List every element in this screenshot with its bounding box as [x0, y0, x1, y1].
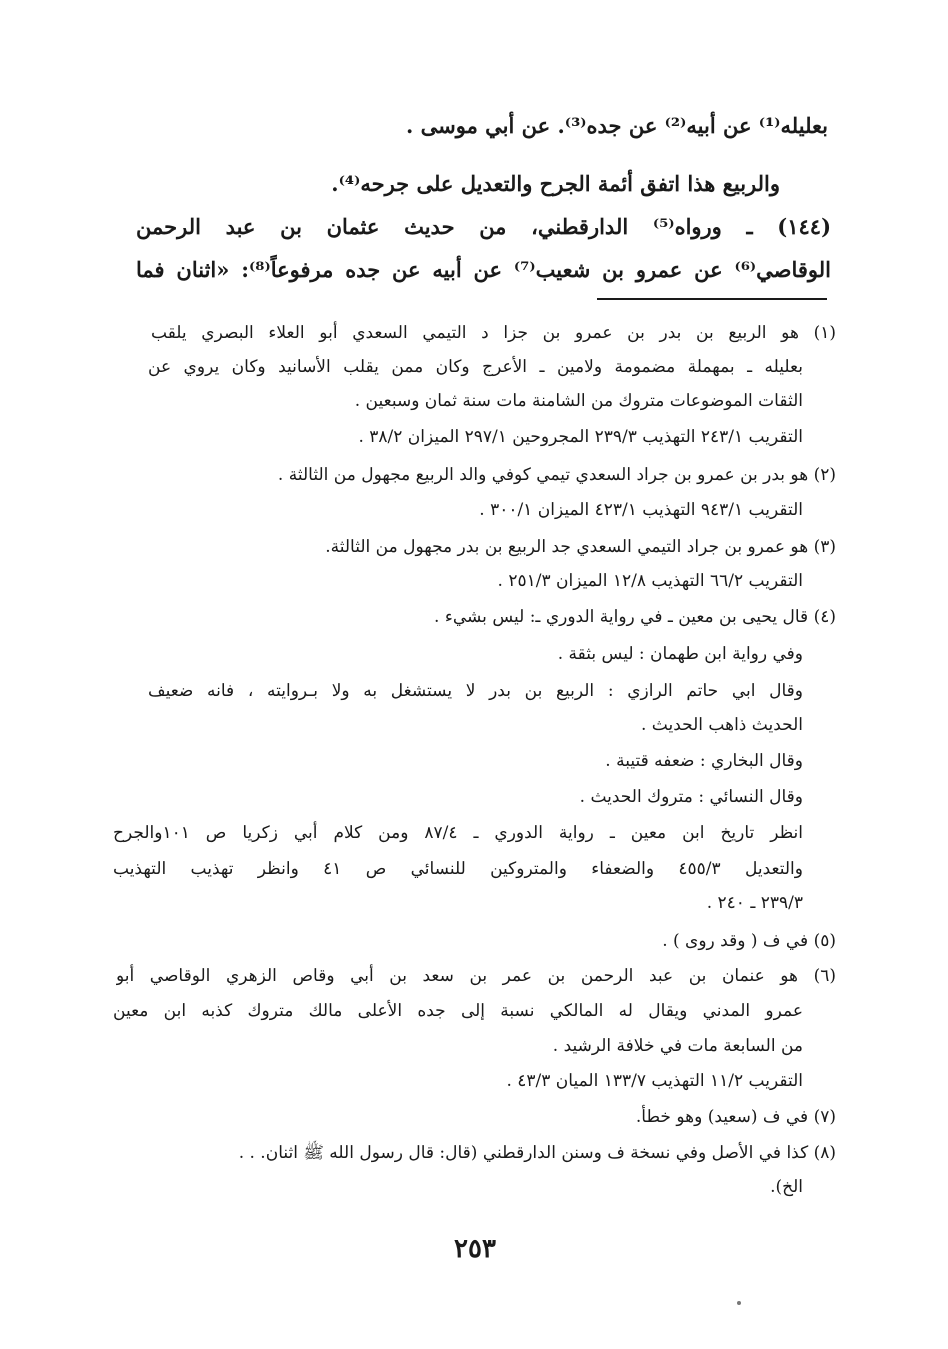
footnote-7-line-1: (٧) في ف (سعيد) وهو خطأ. — [635, 1107, 836, 1127]
footnote-4-line-4: الحديث ذاهب الحديث . — [640, 715, 803, 735]
footnote-4-line-1: (٤) قال يحيى بن معين ـ في رواية الدوري ـ: ليس بشيء . — [434, 607, 836, 627]
main-text-line-1: بعليله⁽¹⁾ عن أبيه⁽²⁾ عن جده⁽³⁾. عن أبي موسى . — [406, 113, 828, 138]
footnote-4-line-9: ٢٣٩/٣ ـ ٢٤٠ . — [706, 893, 803, 913]
footnote-8-line-2: الخ). — [770, 1177, 803, 1197]
footnote-6-line-1: (٦) هو عنمان بن عبد الرحمن بن عمر بن سعد بن أبي وقاص الزهري الوقاصي أبو — [116, 966, 836, 986]
footnote-separator — [597, 298, 827, 300]
footnote-6-line-2: عمرو المدني ويقال له المالكي نسبة إلى جده الأعلى مالك متروك كذبه ابن معين — [113, 1001, 803, 1021]
footnote-1-line-4: التقريب ٢٤٣/١ التهذيب ٢٣٩/٣ المجروحين ٢٩٧/١ الميزان ٣٨/٢ . — [358, 427, 803, 447]
footnote-4-line-8: والتعديل ٤٥٥/٣ والضعفاء والمتروكين للنسائي ص ٤١ وانظر تهذيب التهذيب — [113, 859, 803, 879]
main-text-line-4: الوقاصي⁽⁶⁾ عن عمرو بن شعيب⁽⁷⁾ عن أبيه عن جده مرفوعاً⁽⁸⁾: «اثنان فما — [136, 257, 831, 282]
footnote-1-line-1: (١) هو الربيع بن بدر بن عمرو بن جزا د التيمي السعدي أبو العلاء البصري يلقب — [151, 323, 836, 343]
page-number: ٢٥٣ — [454, 1234, 496, 1264]
footnote-3-line-1: (٣) هو عمرو بن جراد التيمي السعدي جد الربيع بن بدر مجهول من الثالثة. — [325, 537, 836, 557]
footnote-6-line-3: من السابعة مات في خلافة الرشيد . — [552, 1036, 803, 1056]
footnote-4-line-6: وقال النسائي : متروك الحديث . — [579, 787, 803, 807]
footnote-2-line-2: التقريب ٩٤٣/١ التهذيب ٤٢٣/١ الميزان ٣٠٠/١ . — [479, 500, 803, 520]
footnote-5-line-1: (٥) في ف ( وقد روى ) . — [662, 931, 836, 951]
footnote-4-line-3: وقال ابي حاتم الرازي : الربيع بن بدر لا يستشغل به ولا بـروايته ، فانه ضعيف — [148, 681, 803, 701]
footnote-2-line-1: (٢) هو بدر بن عمرو بن جراد السعدي تيمي كوفي والد الربيع مجهول من الثالثة . — [277, 465, 836, 485]
footnote-1-line-2: بعليله ـ بمهملة مضمومة ولامين ـ الأعرج وكان ممن يقلب الأسانيد وكان يروي عن — [148, 357, 803, 377]
footnote-1-line-3: الثقات الموضوعات متروك من الشامنة مات سنة ثمان وسبعين . — [354, 391, 803, 411]
footnote-6-line-4: التقريب ١١/٢ التهذيب ١٣٣/٧ الميان ٤٣/٣ . — [506, 1071, 803, 1091]
scan-speck — [737, 1301, 741, 1305]
main-text-line-3: (١٤٤) ـ ورواه⁽⁵⁾ الدارقطني، من حديث عثمان بن عبد الرحمن — [136, 214, 831, 239]
footnote-4-line-2: وفي رواية ابن طهمان : ليس بثقة . — [557, 644, 803, 664]
main-text-line-2: والربيع هذا اتفق أئمة الجرح والتعديل على جرحه⁽⁴⁾. — [331, 171, 780, 196]
footnote-8-line-1: (٨) كذا في الأصل وفي نسخة ف وسنن الدارقطني (قال: قال رسول الله ﷺ اثنان. . . — [238, 1143, 836, 1163]
footnote-3-line-2: التقريب ٦٦/٢ التهذيب ١٢/٨ الميزان ٢٥١/٣ . — [497, 571, 803, 591]
footnote-4-line-7: انظر تاريخ ابن معين ـ رواية الدوري ـ ٨٧/٤ ومن كلام أبي زكريا ص ١٠١والجرح — [113, 823, 803, 843]
footnote-4-line-5: وقال البخاري : ضعفه قتيبة . — [605, 751, 803, 771]
